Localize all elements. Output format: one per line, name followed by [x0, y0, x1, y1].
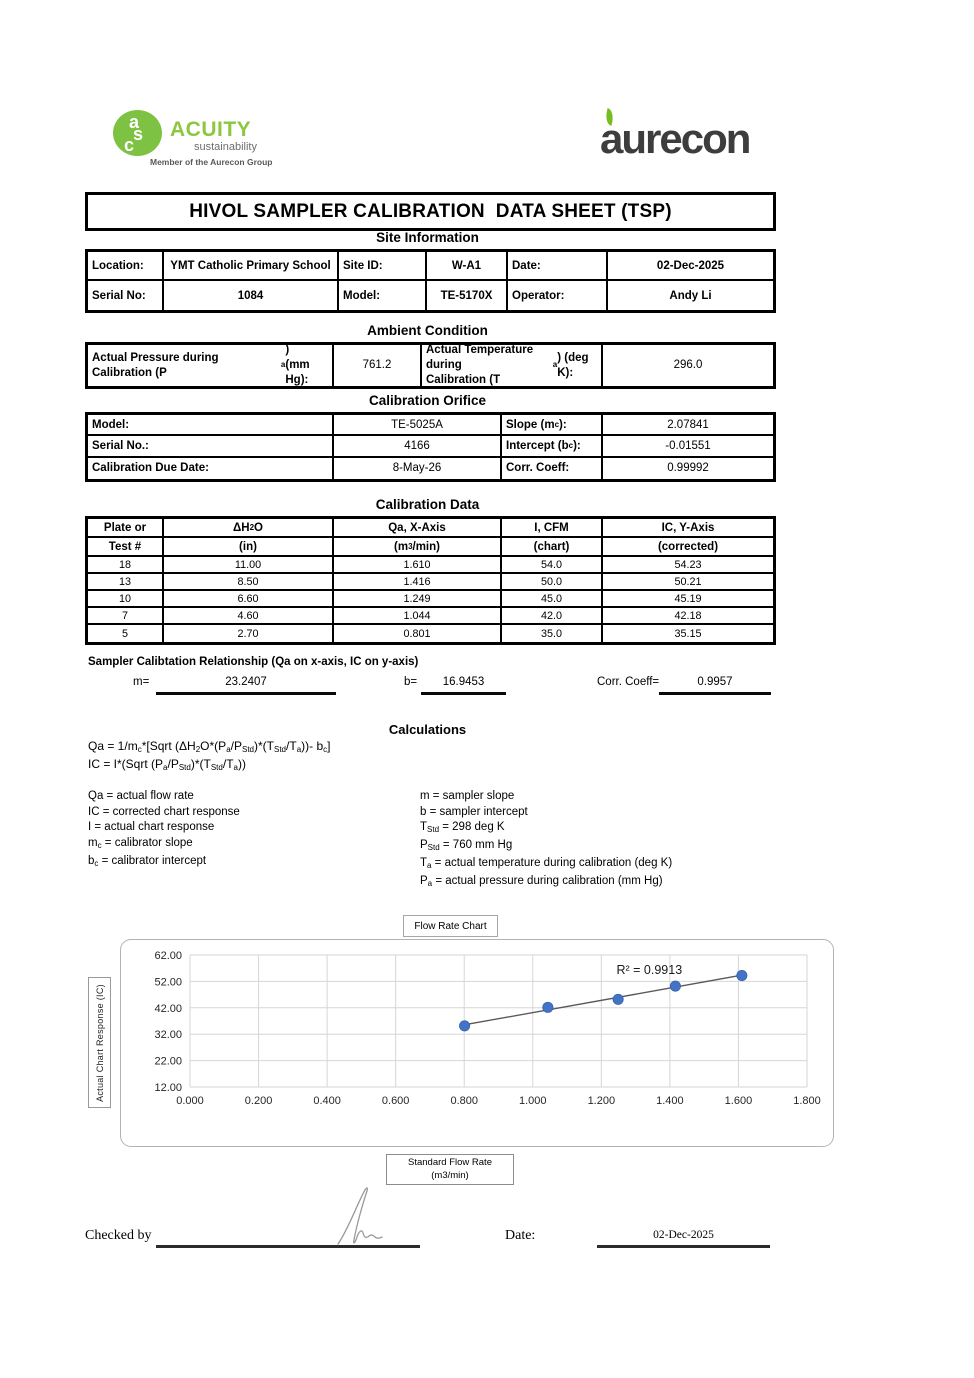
calibration-orifice-table	[85, 412, 776, 482]
table-cell: 35.0	[502, 625, 603, 642]
x-tick-label: 1.400	[656, 1095, 684, 1107]
x-tick-label: 0.000	[176, 1095, 204, 1107]
x-tick-label: 1.600	[724, 1095, 753, 1107]
signature	[332, 1184, 394, 1248]
page-title: HIVOL SAMPLER CALIBRATION DATA SHEET (TSP)	[85, 192, 776, 231]
acuity-member-line: Member of the Aurecon Group	[150, 157, 273, 167]
operator-value: Andy Li	[669, 289, 712, 302]
calibration-data-table	[85, 516, 776, 645]
col-subheader: (chart)	[502, 538, 603, 557]
x-tick-label: 1.000	[519, 1095, 547, 1107]
r2-annotation: R² = 0.9913	[616, 963, 683, 978]
definition-line: $b_c$ = calibrator intercept	[88, 854, 207, 868]
table-cell: 1.610	[334, 557, 502, 574]
table-cell: 1.249	[334, 591, 502, 608]
table-cell: 18	[88, 557, 164, 574]
orifice-model-value: TE-5025A	[334, 415, 502, 436]
footer-date-label: Date:	[505, 1228, 536, 1243]
ambient-condition-heading: Ambient Condition	[367, 323, 488, 338]
b-value: 16.9453	[442, 676, 485, 688]
orifice-serial-label: Serial No.:	[88, 436, 334, 457]
acuity-logo	[110, 106, 280, 172]
definition-line: Qa = actual flow rate	[88, 790, 194, 802]
pressure-value: 761.2	[334, 345, 422, 386]
x-tick-label: 0.600	[381, 1095, 410, 1107]
due-date-value: 8-May-26	[334, 458, 502, 479]
x-tick-label: 0.400	[313, 1095, 341, 1107]
chart-x-axis-label	[386, 1154, 514, 1185]
y-tick-label: 32.00	[154, 1029, 182, 1042]
orifice-model-label: Model:	[88, 415, 334, 436]
col-header: I, CFM	[502, 519, 603, 538]
definition-line: $P_a$ = actual pressure during calibration (mm Hg)	[420, 874, 663, 888]
table-cell: 4.60	[164, 608, 334, 625]
acuity-monogram-s: s	[133, 124, 144, 144]
due-date-label: Calibration Due Date:	[88, 458, 334, 479]
col-subheader: (in)	[164, 538, 334, 557]
data-point	[670, 981, 680, 991]
table-cell: 54.23	[603, 557, 773, 574]
chart-title: Flow Rate Chart	[403, 915, 498, 937]
acuity-monogram-c: c	[124, 135, 135, 155]
qa-formula: $Qa = 1/m_c*[Sqrt$ $(\Delta H_2O*(P_a/P_{Std})*(T_{Std}/T_a))-$ $b_c$]	[88, 739, 331, 754]
data-point	[459, 1021, 469, 1031]
corr-coeff-rel-value: 0.9957	[697, 676, 733, 688]
chart-y-axis-label: Actual Chart Response (IC)	[88, 977, 111, 1108]
acuity-wordmark: ACUITY	[170, 118, 252, 141]
table-cell: 45.0	[502, 591, 603, 608]
trendline	[464, 975, 743, 1025]
date-value: 02-Dec-2025	[608, 252, 773, 281]
model-value: TE-5170X	[427, 281, 508, 310]
table-cell: 42.18	[603, 608, 773, 625]
table-cell: 42.0	[502, 608, 603, 625]
table-cell: 45.19	[603, 591, 773, 608]
operator-label: Operator:	[508, 281, 608, 310]
model-label: Model:	[339, 281, 427, 310]
corr-coeff-value: 0.99992	[667, 462, 709, 475]
slope-value: 2.07841	[603, 415, 773, 436]
data-point	[737, 970, 747, 980]
data-point	[543, 1002, 553, 1012]
temperature-value: 296.0	[673, 359, 703, 372]
calculations-heading: Calculations	[388, 722, 467, 737]
y-tick-label: 12.00	[154, 1082, 182, 1094]
site-id-label: Site ID:	[339, 252, 427, 281]
location-label: Location:	[88, 252, 164, 281]
site-information-heading: Site Information	[376, 230, 479, 245]
table-cell: 1.044	[334, 608, 502, 625]
table-cell: 6.60	[164, 591, 334, 608]
col-header: IC, Y-Axis	[603, 519, 773, 538]
table-cell: 8.50	[164, 574, 334, 591]
date-line	[597, 1245, 770, 1248]
ambient-condition-table	[85, 342, 776, 389]
table-cell: 35.15	[674, 627, 702, 640]
site-id-value: W-A1	[427, 252, 508, 281]
corr-coeff-rel-label: Corr. Coeff=	[597, 676, 660, 688]
pressure-label: Actual Pressure during Calibration (P a ) (mm Hg):	[88, 345, 334, 386]
table-cell: 54.0	[502, 557, 603, 574]
definition-line: $P_{Std} = 760$ mm Hg	[420, 839, 513, 853]
intercept-value: -0.01551	[603, 436, 773, 457]
acuity-subtitle: sustainability	[194, 141, 257, 153]
definition-line: $m_c$ = calibrator slope	[88, 837, 193, 851]
b-label: b=	[404, 676, 418, 688]
intercept-label: Intercept (b c ):	[502, 436, 603, 457]
table-cell: 50.21	[603, 574, 773, 591]
calibration-data-heading: Calibration Data	[375, 497, 480, 512]
m-label: m=	[133, 676, 150, 688]
aurecon-wordmark: aurecon	[600, 115, 750, 162]
x-tick-label: 1.800	[793, 1095, 821, 1107]
y-tick-label: 52.00	[154, 976, 182, 989]
x-axis-label-line2: (m3/min)	[431, 1169, 469, 1181]
sampler-relationship-heading: Sampler Calibtation Relationship (Qa on x-axis, IC on y-axis)	[88, 656, 419, 668]
data-point	[613, 994, 623, 1004]
x-tick-label: 1.200	[587, 1095, 616, 1107]
definition-line: $T_{Std} = 298$ deg K	[420, 821, 505, 835]
serial-no-label: Serial No:	[88, 281, 164, 310]
col-header: Qa, X-Axis	[334, 519, 502, 538]
slope-label: Slope (m c ):	[502, 415, 603, 436]
x-axis-label-line1: Standard Flow Rate	[408, 1157, 492, 1169]
table-cell: 2.70	[164, 625, 334, 642]
x-tick-label: 0.200	[244, 1095, 273, 1107]
m-value: 23.2407	[225, 676, 267, 688]
col-subheader: (m 3 /min)	[334, 538, 502, 557]
definition-line: b = sampler intercept	[420, 805, 528, 818]
definition-line: $T_a$ = actual temperature during calibration (deg K)	[420, 856, 673, 870]
acuity-monogram-a: a	[129, 112, 140, 132]
aurecon-logo	[594, 104, 774, 170]
definition-line: IC = corrected chart response	[88, 805, 240, 818]
site-information-table	[85, 249, 776, 313]
table-cell: 10	[88, 591, 164, 608]
footer-date-value: 02-Dec-2025	[653, 1229, 714, 1241]
table-cell: 1.416	[334, 574, 502, 591]
corr-underline	[659, 692, 771, 695]
y-tick-label: 62.00	[154, 950, 182, 962]
b-underline	[421, 692, 506, 695]
x-tick-label: 0.800	[450, 1095, 478, 1107]
checked-by-label: Checked by	[85, 1228, 152, 1243]
table-cell: 11.00	[164, 557, 334, 574]
col-header: Plate or	[88, 519, 164, 538]
definitions-left	[88, 789, 240, 872]
definition-line: I = actual chart response	[88, 821, 215, 834]
definition-line: m = sampler slope	[420, 790, 515, 802]
y-tick-label: 22.00	[154, 1055, 182, 1068]
table-cell: 5	[88, 625, 164, 642]
table-cell: 13	[88, 574, 164, 591]
m-underline	[156, 692, 336, 695]
corr-coeff-label: Corr. Coeff:	[502, 458, 603, 479]
table-cell: 0.801	[334, 625, 502, 642]
location-value: YMT Catholic Primary School	[164, 252, 339, 281]
date-label: Date:	[508, 252, 608, 281]
signature-stroke	[338, 1188, 382, 1244]
y-tick-label: 42.00	[154, 1002, 182, 1015]
table-cell: 7	[88, 608, 164, 625]
calibration-orifice-heading: Calibration Orifice	[368, 393, 487, 408]
col-subheader: (corrected)	[603, 538, 773, 557]
acuity-oval-icon	[113, 110, 162, 156]
flow-rate-chart	[120, 939, 832, 1145]
orifice-serial-value: 4166	[334, 436, 502, 457]
table-cell: 50.0	[502, 574, 603, 591]
col-subheader: Test #	[88, 538, 164, 557]
definitions-right	[420, 789, 672, 891]
col-header: ΔH 2 O	[164, 519, 334, 538]
temperature-label: Actual Temperature during Calibration (T a ) (deg K):	[422, 345, 603, 386]
ic-formula: IC = I*(Sqrt $(P_a/P_{Std})*(T_{Std}/T_a)$)	[88, 757, 246, 772]
serial-no-value: 1084	[164, 281, 339, 310]
